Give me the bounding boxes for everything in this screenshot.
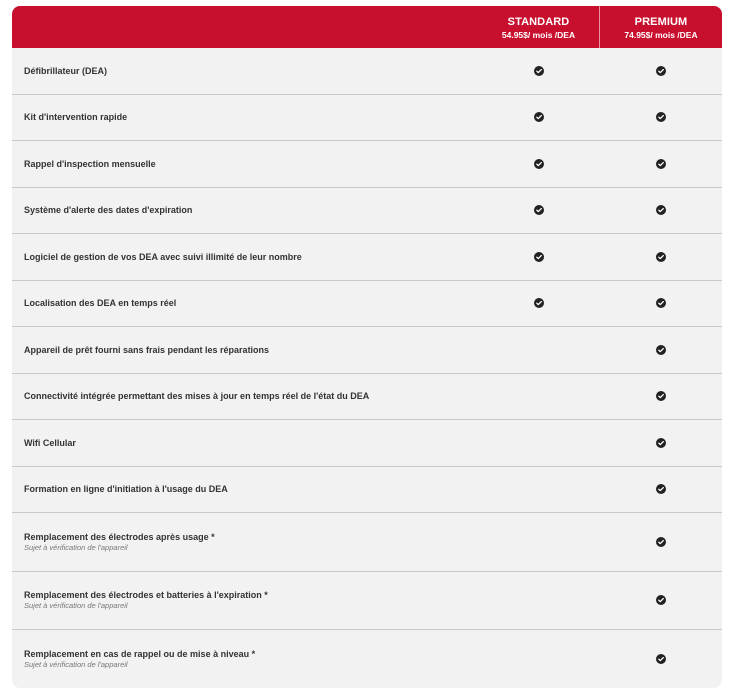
- plan-standard-price: 54.95$/ mois /DEA: [501, 29, 576, 40]
- standard-cell: [478, 159, 600, 169]
- check-circle-icon: [656, 484, 666, 494]
- feature-cell: [12, 204, 478, 216]
- check-circle-icon: [534, 252, 544, 262]
- feature-label: Appareil de prêt fourni sans frais pendant les réparations: [24, 344, 270, 355]
- premium-cell: [600, 345, 722, 355]
- check-circle-icon: [534, 66, 544, 76]
- premium-cell: [600, 66, 722, 76]
- feature-label: Formation en ligne d'initiation à l'usage du DEA: [24, 484, 228, 495]
- check-circle-icon: [656, 252, 666, 262]
- feature-label: Remplacement des électrodes après usage *: [24, 531, 215, 542]
- table-row: [12, 141, 722, 188]
- check-circle-icon: [656, 66, 666, 76]
- feature-label: Logiciel de gestion de vos DEA avec suivi illimité de leur nombre: [24, 251, 302, 262]
- feature-note: Sujet à vérification de l'appareil: [24, 660, 128, 670]
- feature-label: Remplacement en cas de rappel ou de mise à niveau *: [24, 649, 256, 660]
- check-circle-icon: [656, 438, 666, 448]
- check-circle-icon: [656, 654, 666, 664]
- feature-cell: [12, 589, 478, 611]
- premium-cell: [600, 252, 722, 262]
- check-circle-icon: [534, 159, 544, 169]
- feature-label: Connectivité intégrée permettant des mises à jour en temps réel de l'état du DEA: [24, 391, 370, 402]
- feature-cell: [12, 390, 478, 402]
- header-spacer: [12, 6, 478, 48]
- feature-label: Défibrillateur (DEA): [24, 65, 108, 76]
- feature-label: Kit d'intervention rapide: [24, 112, 128, 123]
- feature-cell: [12, 251, 478, 263]
- table-row: [12, 572, 722, 631]
- feature-label: Système d'alerte des dates d'expiration: [24, 205, 193, 216]
- premium-cell: [600, 205, 722, 215]
- feature-cell: [12, 297, 478, 309]
- plan-standard-header: [478, 6, 600, 48]
- feature-label: Rappel d'inspection mensuelle: [24, 158, 156, 169]
- feature-cell: [12, 531, 478, 553]
- premium-cell: [600, 391, 722, 401]
- check-circle-icon: [656, 205, 666, 215]
- feature-cell: [12, 65, 478, 77]
- table-row: [12, 95, 722, 142]
- premium-cell: [600, 112, 722, 122]
- feature-cell: [12, 437, 478, 449]
- standard-cell: [478, 252, 600, 262]
- standard-cell: [478, 112, 600, 122]
- feature-cell: [12, 344, 478, 356]
- feature-label: Remplacement des électrodes et batteries à l'expiration *: [24, 590, 268, 601]
- check-circle-icon: [534, 205, 544, 215]
- check-circle-icon: [656, 112, 666, 122]
- premium-cell: [600, 438, 722, 448]
- table-row: [12, 467, 722, 514]
- table-row: [12, 281, 722, 328]
- plan-premium-price: 74.95$/ mois /DEA: [624, 29, 698, 40]
- check-circle-icon: [656, 537, 666, 547]
- table-row: [12, 513, 722, 572]
- standard-cell: [478, 66, 600, 76]
- premium-cell: [600, 298, 722, 308]
- table-header: [12, 6, 722, 48]
- premium-cell: [600, 654, 722, 664]
- feature-cell: [12, 158, 478, 170]
- feature-rows: [12, 48, 722, 688]
- check-circle-icon: [656, 595, 666, 605]
- premium-cell: [600, 484, 722, 494]
- plan-premium-header: [600, 6, 722, 48]
- standard-cell: [478, 205, 600, 215]
- feature-label: Localisation des DEA en temps réel: [24, 298, 177, 309]
- plan-standard-name: STANDARD: [507, 15, 570, 28]
- table-row: [12, 327, 722, 374]
- table-row: [12, 420, 722, 467]
- table-row: [12, 630, 722, 688]
- premium-cell: [600, 159, 722, 169]
- feature-note: Sujet à vérification de l'appareil: [24, 601, 128, 611]
- standard-cell: [478, 298, 600, 308]
- table-row: [12, 48, 722, 95]
- check-circle-icon: [534, 298, 544, 308]
- feature-note: Sujet à vérification de l'appareil: [24, 542, 128, 552]
- feature-label: Wifi Cellular: [24, 437, 76, 448]
- premium-cell: [600, 537, 722, 547]
- feature-cell: [12, 483, 478, 495]
- check-circle-icon: [656, 345, 666, 355]
- check-circle-icon: [656, 391, 666, 401]
- table-row: [12, 188, 722, 235]
- feature-cell: [12, 648, 478, 670]
- check-circle-icon: [656, 298, 666, 308]
- comparison-table: [12, 6, 722, 688]
- check-circle-icon: [534, 112, 544, 122]
- check-circle-icon: [656, 159, 666, 169]
- premium-cell: [600, 595, 722, 605]
- table-row: [12, 374, 722, 421]
- plan-premium-name: PREMIUM: [634, 15, 688, 28]
- feature-cell: [12, 111, 478, 123]
- table-row: [12, 234, 722, 281]
